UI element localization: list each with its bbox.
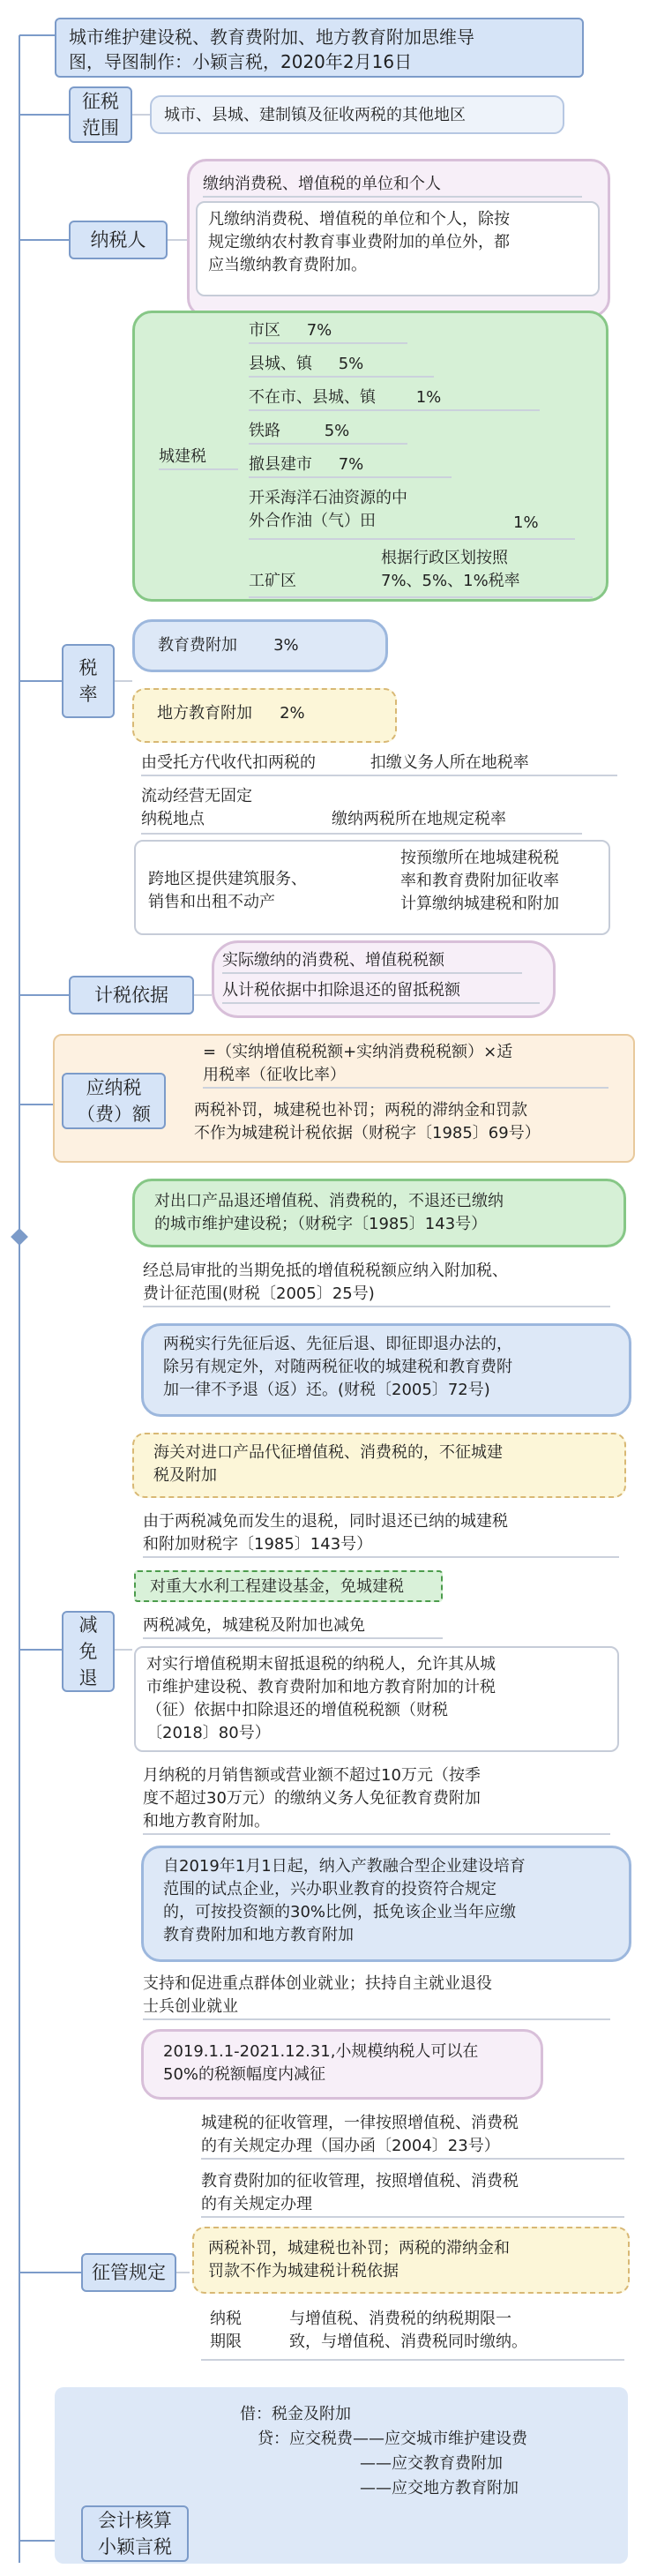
category-yingnashui-line1: 应纳税	[86, 1077, 142, 1098]
jianmian-item-0	[132, 1179, 626, 1247]
liudong-row	[141, 785, 582, 835]
rate-row-gongkuang	[249, 545, 593, 598]
category-kuaiji-line1: 会计核算	[98, 2510, 172, 2531]
rate-value-gongkuang-line2: 7%、5%、1%税率	[381, 572, 520, 590]
kuadiqu-right-line1: 按预缴所在地城建税税	[400, 849, 559, 867]
yingnashui-note-line2: 不作为城建税计税依据（财税字〔1985〕69号）	[194, 1124, 541, 1142]
category-shuilv[interactable]	[62, 644, 115, 718]
jianmian-item-3-line1: 海关对进口产品代征增值税、消费税的，不征城建	[153, 1443, 503, 1462]
jianmian-item-0-line1: 对出口产品退还增值税、消费税的，不退还已缴纳	[154, 1192, 504, 1210]
header-title-line1: 城市维护建设税、教育费附加、地方教育附加思维导	[69, 26, 474, 48]
yingnashui-formula	[203, 1041, 608, 1089]
jianmian-item-11	[141, 2029, 543, 2100]
jianmian-item-11-line2: 50%的税额幅度内减征	[163, 2065, 326, 2084]
jianmian-item-7-line2: 市维护建设税、教育费附加和地方教育附加的计税	[146, 1678, 496, 1696]
jianmian-item-4-line2: 和附加财税字〔1985〕143号）	[143, 1535, 373, 1554]
kuaiji-line4: ——应交地方教育附加	[360, 2479, 519, 2497]
rate-row-xiancheng	[249, 353, 434, 378]
category-nashuiren[interactable]	[69, 221, 168, 259]
jianmian-item-10	[143, 1973, 610, 2020]
yingnashui-note-line1: 两税补罚，城建税也补罚；两税的滞纳金和罚款	[194, 1101, 527, 1120]
jianmian-item-9-line1: 自2019年1月1日起，纳入产教融合型企业建设培育	[163, 1857, 526, 1876]
zhengshui-text: 城市、县城、建制镇及征收两税的其他地区	[150, 95, 564, 134]
rate-row-tielu	[249, 420, 407, 445]
jianmian-item-4	[143, 1510, 619, 1558]
zhengguan-item-4	[201, 2306, 624, 2361]
kuadiqu-left-line2: 销售和出租不动产	[148, 893, 275, 911]
kuadiqu-box	[134, 840, 610, 935]
header-title-line2: 图，导图制作：小颖言税，2020年2月16日	[69, 51, 413, 72]
category-zhengguan[interactable]	[81, 2253, 176, 2292]
chengjianshui-label: 城建税	[159, 446, 238, 470]
category-jianmian[interactable]	[62, 1611, 115, 1692]
zhengguan-item-2-line1: 教育费附加的征收管理，按照增值税、消费税	[201, 2172, 519, 2190]
yingnashui-note	[194, 1099, 608, 1145]
rate-name-buzai: 不在市、县城、镇	[249, 388, 376, 407]
rate-name-tielu: 铁路	[249, 422, 280, 440]
zhengguan-item-4-right-line1: 与增值税、消费税的纳税期限一	[289, 2310, 511, 2328]
jianmian-item-2	[141, 1323, 631, 1417]
kuadiqu-right-line3: 计算缴纳城建税和附加	[400, 895, 559, 913]
jianmian-item-9-line3: 的，可按投资额的30%比例，抵免该企业当年应缴	[163, 1903, 517, 1921]
jianmian-item-6: 两税减免，城建税及附加也减免	[143, 1614, 443, 1639]
jianmian-item-7	[134, 1646, 619, 1752]
zhengguan-item-4-right-line2: 致，与增值税、消费税同时缴纳。	[289, 2333, 527, 2351]
category-jianmian-line2: 免	[78, 1641, 98, 1662]
jianmian-item-2-line3: 加一律不予退（返）还。(财税〔2005〕72号)	[163, 1381, 490, 1399]
category-yingnashui[interactable]	[62, 1073, 166, 1129]
rate-value-tielu: 5%	[324, 422, 350, 440]
jianmian-item-5: 对重大水利工程建设基金，免城建税	[134, 1570, 443, 1602]
jiaoyu-value: 3%	[273, 636, 299, 655]
zhengguan-item-3-line1: 两税补罚，城建税也补罚；两税的滞纳金和	[208, 2239, 510, 2258]
zhengguan-item-4-left-line1: 纳税	[210, 2310, 242, 2328]
jishui-item1: 实际缴纳的消费税、增值税税额	[222, 949, 522, 974]
zhengguan-item-3-line2: 罚款不作为城建税计税依据	[208, 2262, 399, 2280]
zhengguan-item-1	[201, 2112, 624, 2160]
category-shuilv-line2: 率	[78, 684, 98, 705]
rate-value-xiancheng: 5%	[338, 355, 364, 373]
rate-value-buzai: 1%	[415, 388, 442, 407]
yingnashui-formula-line2: 用税率（征收比率）	[203, 1066, 346, 1084]
rate-row-shiqu	[249, 319, 407, 344]
rate-row-chexian	[249, 453, 452, 478]
rate-name-shiqu: 市区	[249, 321, 280, 340]
category-nashuiren-label: 纳税人	[90, 229, 146, 251]
difang-name: 地方教育附加	[157, 704, 252, 723]
liudong-left-line2: 纳税地点	[141, 810, 205, 828]
jianmian-item-7-line4: 〔2018〕80号）	[146, 1724, 271, 1742]
zhengguan-item-2-line2: 的有关规定办理	[201, 2195, 312, 2213]
category-zhengshui-line2: 范围	[82, 117, 119, 139]
jianmian-item-2-line1: 两税实行先征后返、先征后退、即征即退办法的，	[163, 1335, 512, 1353]
liudong-right: 缴纳两税所在地规定税率	[332, 810, 506, 828]
rate-row-haiyang	[249, 487, 575, 540]
category-zhengshui[interactable]	[69, 86, 132, 143]
category-zhengshui-line1: 征税	[82, 91, 119, 112]
header-title-box	[55, 18, 584, 78]
category-kuaiji[interactable]	[81, 2505, 189, 2562]
nashuiren-item2	[196, 201, 600, 296]
difang-value: 2%	[280, 704, 305, 723]
jianmian-item-7-line3: （征）依据中扣除退还的增值税税额（财税	[146, 1701, 448, 1719]
kuaiji-line1: 借：税金及附加	[240, 2405, 351, 2423]
jianmian-item-7-line1: 对实行增值税期末留抵退税的纳税人，允许其从城	[146, 1655, 496, 1674]
daishou-right: 扣缴义务人所在地税率	[370, 753, 529, 772]
jishui-item2: 从计税依据中扣除退还的留抵税额	[222, 979, 540, 1004]
nashuiren-item2-line3: 应当缴纳教育费附加。	[208, 256, 367, 274]
jianmian-item-10-line1: 支持和促进重点群体创业就业；扶持自主就业退役	[143, 1974, 492, 1993]
rate-value-haiyang: 1%	[513, 513, 539, 532]
rate-row-buzai	[249, 386, 540, 411]
jianmian-item-8-line3: 和地方教育附加。	[143, 1812, 270, 1831]
jianmian-item-1-line1: 经总局审批的当期免抵的增值税税额应纳入附加税、	[143, 1262, 508, 1280]
category-jishui[interactable]	[69, 976, 194, 1015]
kuadiqu-left-line1: 跨地区提供建筑服务、	[148, 870, 307, 888]
nashuiren-item1: 缴纳消费税、增值税的单位和个人	[203, 173, 582, 198]
zhengguan-item-4-left-line2: 期限	[210, 2333, 242, 2351]
jiaoyu-name: 教育费附加	[158, 636, 237, 655]
jianmian-item-10-line2: 士兵创业就业	[143, 1997, 238, 2016]
kuaiji-line3: ——应交教育费附加	[360, 2454, 503, 2473]
jiaoyu-cloud	[132, 619, 388, 672]
zhengguan-item-2	[201, 2170, 624, 2218]
jianmian-item-3-line2: 税及附加	[153, 1466, 217, 1485]
jianmian-item-0-line2: 的城市维护建设税；（财税字〔1985〕143号）	[154, 1215, 488, 1233]
jianmian-item-4-line1: 由于两税减免而发生的退税，同时退还已纳的城建税	[143, 1512, 508, 1531]
rate-value-gongkuang-line1: 根据行政区划按照	[381, 549, 508, 567]
jianmian-item-8-line2: 度不超过30万元）的缴纳义务人免征教育费附加	[143, 1789, 481, 1808]
yingnashui-formula-line1: =（实纳增值税税额+实纳消费税税额）×适	[203, 1043, 513, 1061]
jianmian-item-11-line1: 2019.1.1-2021.12.31,小规模纳税人可以在	[163, 2042, 479, 2061]
category-kuaiji-line2: 小颖言税	[98, 2536, 172, 2557]
nashuiren-item2-line2: 规定缴纳农村教育事业费附加的单位外，都	[208, 233, 510, 251]
liudong-left-line1: 流动经营无固定	[141, 787, 252, 805]
rate-name-haiyang-line2: 外合作油（气）田	[249, 512, 376, 530]
jianmian-item-2-line2: 除另有规定外，对随两税征收的城建税和教育费附	[163, 1358, 512, 1376]
difang-cloud	[132, 688, 397, 743]
category-yingnashui-line2: （费）额	[77, 1104, 151, 1125]
jianmian-item-9-line4: 教育费附加和地方教育附加	[163, 1926, 354, 1944]
jianmian-item-3	[132, 1433, 626, 1498]
daishou-row	[141, 752, 617, 776]
jianmian-item-8	[143, 1764, 610, 1835]
rate-name-chexian: 撤县建市	[249, 455, 312, 474]
jianmian-item-9	[141, 1846, 631, 1962]
zhengguan-item-1-line2: 的有关规定办理（国办函〔2004〕23号）	[201, 2137, 500, 2155]
jianmian-item-1-line2: 费计征范围(财税〔2005〕25号)	[143, 1284, 375, 1303]
category-jianmian-line3: 退	[78, 1667, 98, 1689]
rate-name-gongkuang: 工矿区	[249, 572, 296, 590]
category-jishui-label: 计税依据	[94, 985, 168, 1006]
nashuiren-item2-line1: 凡缴纳消费税、增值税的单位和个人，除按	[208, 210, 510, 228]
rate-value-chexian: 7%	[338, 455, 364, 474]
category-jianmian-line1: 减	[78, 1614, 98, 1636]
zhengguan-item-1-line1: 城建税的征收管理，一律按照增值税、消费税	[201, 2114, 519, 2132]
rate-name-xiancheng: 县城、镇	[249, 355, 312, 373]
category-zhengguan-label: 征管规定	[92, 2262, 166, 2283]
jianmian-item-9-line2: 范围的试点企业，兴办职业教育的投资符合规定	[163, 1880, 496, 1898]
zhengguan-item-3	[192, 2227, 630, 2294]
jianmian-item-1	[143, 1260, 610, 1307]
daishou-left: 由受托方代收代扣两税的	[141, 753, 316, 772]
kuaiji-line2: 贷：应交税费——应交城市维护建设费	[258, 2430, 527, 2448]
kuadiqu-right-line2: 率和教育费附加征收率	[400, 872, 559, 890]
category-shuilv-line1: 税	[78, 657, 98, 678]
rate-value-shiqu: 7%	[306, 321, 332, 340]
rate-name-haiyang-line1: 开采海洋石油资源的中	[249, 489, 407, 507]
jianmian-item-8-line1: 月纳税的月销售额或营业额不超过10万元（按季	[143, 1766, 481, 1785]
